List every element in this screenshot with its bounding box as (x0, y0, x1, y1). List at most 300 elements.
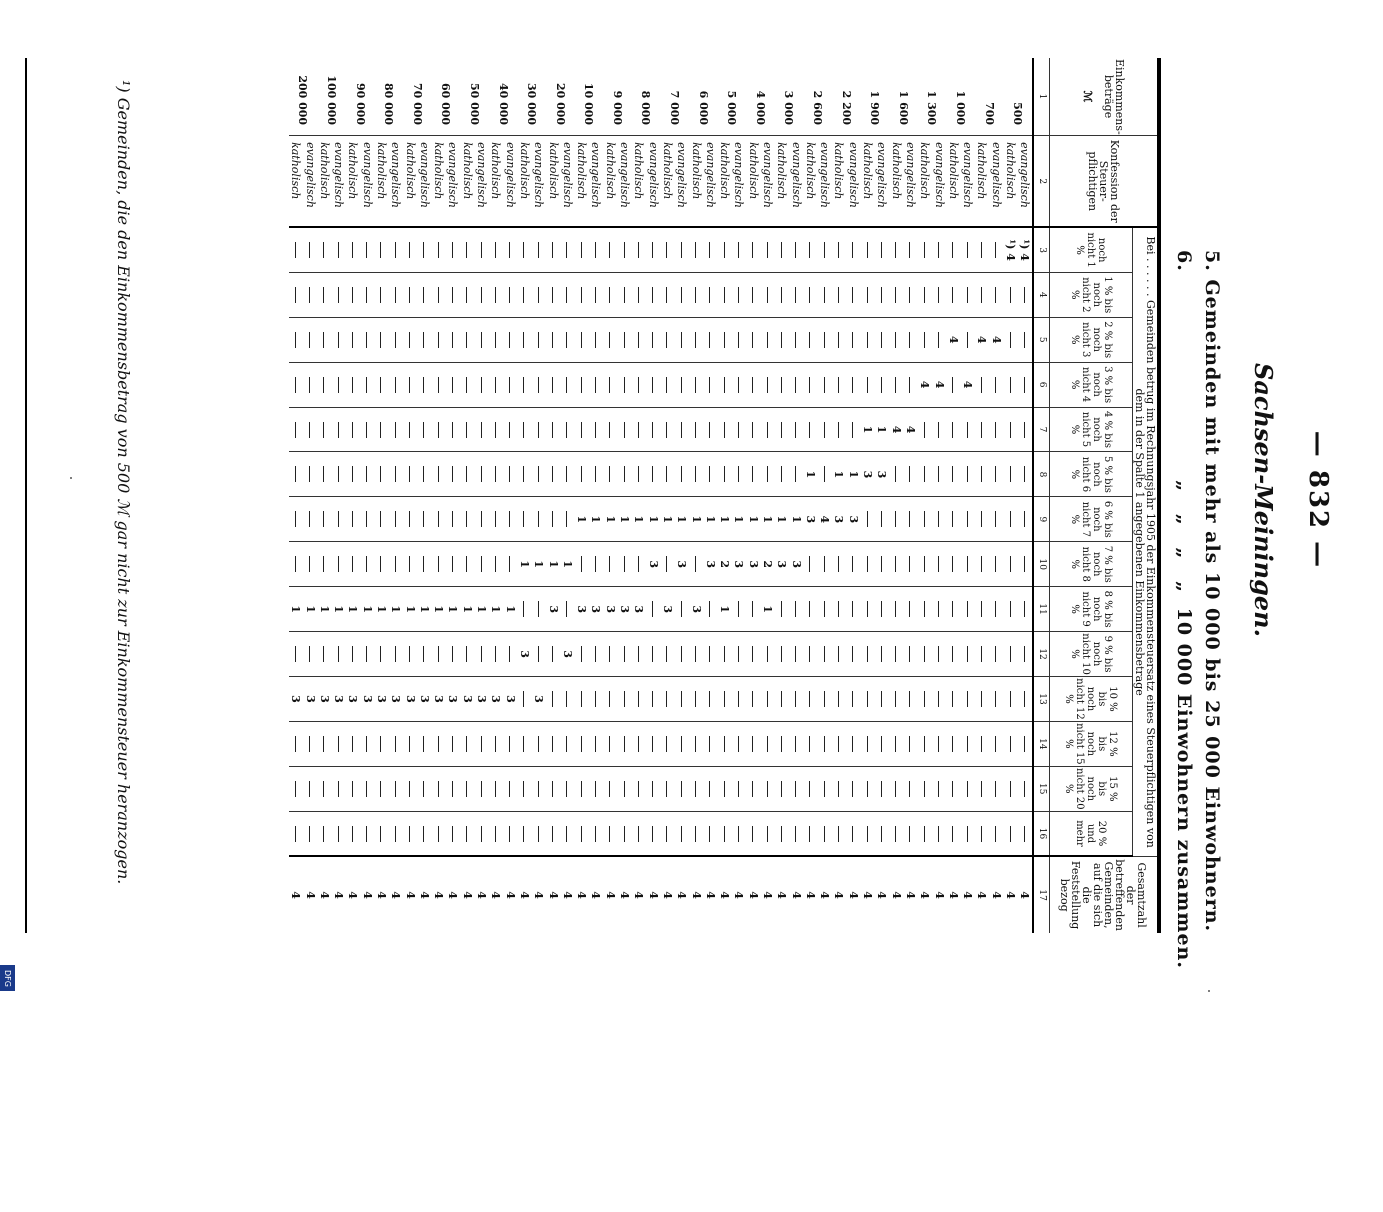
rate-cell (946, 721, 960, 766)
rate-cell (331, 542, 345, 587)
rate-cell (846, 721, 860, 766)
empty-dash (1024, 556, 1025, 572)
empty-dash (366, 826, 367, 842)
empty-dash (566, 601, 567, 617)
rate-cell (575, 362, 589, 407)
empty-dash (652, 242, 653, 258)
rate-cell (961, 227, 975, 272)
empty-dash (423, 466, 424, 482)
rate-cell (417, 542, 431, 587)
empty-dash (938, 736, 939, 752)
empty-dash (695, 466, 696, 482)
empty-dash (952, 736, 953, 752)
empty-dash (452, 466, 453, 482)
rate-cell (1018, 272, 1033, 317)
income-amount: 10 000 (575, 58, 604, 136)
rate-cell (560, 272, 574, 317)
empty-dash (352, 242, 353, 258)
empty-dash (624, 691, 625, 707)
empty-dash (952, 556, 953, 572)
rate-cell (374, 766, 388, 811)
total-cell: 4 (503, 891, 517, 899)
empty-dash (581, 422, 582, 438)
rate-cell (932, 632, 946, 677)
table-row (432, 58, 446, 933)
rate-cell (360, 317, 374, 362)
empty-dash (838, 422, 839, 438)
rate-cell (1018, 452, 1033, 497)
confession-cell: katholisch (460, 136, 474, 228)
rate-cell (818, 272, 832, 317)
empty-dash (595, 242, 596, 258)
rate-cell (775, 452, 789, 497)
empty-dash (938, 556, 939, 572)
rate-cell (303, 811, 317, 856)
empty-dash (938, 466, 939, 482)
empty-dash (867, 781, 868, 797)
rate-cell (975, 452, 989, 497)
empty-dash (909, 826, 910, 842)
rate-cell (717, 766, 731, 811)
rate-cell (703, 587, 717, 632)
rate-cell (746, 721, 760, 766)
empty-dash (824, 646, 825, 662)
rate-cell: 3 (532, 677, 546, 722)
empty-dash (652, 646, 653, 662)
rate-cell (961, 407, 975, 452)
empty-dash (509, 287, 510, 303)
empty-dash (824, 601, 825, 617)
rate-cell (446, 721, 460, 766)
empty-dash (423, 377, 424, 393)
rate-cell (846, 811, 860, 856)
table-row (646, 58, 660, 933)
empty-dash (552, 287, 553, 303)
table-row (889, 58, 903, 933)
empty-dash (409, 736, 410, 752)
empty-dash (466, 826, 467, 842)
empty-dash (681, 422, 682, 438)
total-cell: 4 (317, 891, 331, 899)
rate-cell (360, 407, 374, 452)
table-row (703, 58, 717, 933)
table-row (503, 58, 517, 933)
empty-dash (838, 332, 839, 348)
rate-cell (975, 272, 989, 317)
empty-dash (724, 691, 725, 707)
rate-cell (703, 632, 717, 677)
rate-cell (746, 587, 760, 632)
empty-dash (323, 781, 324, 797)
rate-cell (603, 632, 617, 677)
rate-cell: 1 (617, 497, 631, 542)
rate-cell: 1 (789, 497, 803, 542)
income-amount: 70 000 (403, 58, 432, 136)
empty-dash (452, 422, 453, 438)
empty-dash (652, 287, 653, 303)
rate-cell (560, 587, 574, 632)
rate-cell (675, 811, 689, 856)
rate-cell: 4 (903, 407, 917, 452)
table-row (975, 58, 989, 933)
empty-dash (924, 646, 925, 662)
empty-dash (581, 287, 582, 303)
rate-cell (489, 227, 503, 272)
statistics-table (25, 58, 1161, 933)
empty-dash (466, 511, 467, 527)
rate-cell (532, 452, 546, 497)
rate-cell: 1 (632, 497, 646, 542)
empty-dash (523, 242, 524, 258)
rate-cell (1003, 721, 1017, 766)
empty-dash (452, 242, 453, 258)
empty-dash (952, 242, 953, 258)
empty-dash (666, 332, 667, 348)
empty-dash (381, 511, 382, 527)
rate-cell (746, 317, 760, 362)
rate-cell (546, 227, 560, 272)
empty-dash (624, 422, 625, 438)
header-row-top (1133, 58, 1158, 933)
rate-cell (832, 362, 846, 407)
rate-cell (589, 362, 603, 407)
empty-dash (909, 466, 910, 482)
rate-cell (889, 811, 903, 856)
confession-cell: evangelisch (560, 136, 574, 228)
rate-cell (789, 227, 803, 272)
income-amount: 60 000 (432, 58, 461, 136)
rate-cell (460, 407, 474, 452)
rate-cell (803, 317, 817, 362)
empty-dash (452, 556, 453, 572)
rate-cell: 1 (303, 587, 317, 632)
rate-cell (374, 497, 388, 542)
rate-cell (946, 811, 960, 856)
empty-dash (709, 466, 710, 482)
rate-cell (760, 272, 774, 317)
rate-cell: 3 (775, 542, 789, 587)
income-amount: 1 900 (860, 58, 889, 136)
rate-cell (289, 632, 303, 677)
rate-cell (1018, 766, 1033, 811)
ditto-mark: „ (1173, 480, 1195, 493)
empty-dash (381, 466, 382, 482)
rate-cell (989, 677, 1003, 722)
empty-dash (938, 242, 939, 258)
rate-cell (903, 542, 917, 587)
rate-cell (532, 407, 546, 452)
empty-dash (638, 826, 639, 842)
empty-dash (967, 826, 968, 842)
empty-dash (452, 781, 453, 797)
rate-cell (389, 811, 403, 856)
empty-dash (952, 377, 953, 393)
empty-dash (566, 691, 567, 707)
empty-dash (681, 646, 682, 662)
rate-cell (360, 497, 374, 542)
total-cell: 4 (832, 891, 846, 899)
empty-dash (452, 287, 453, 303)
empty-dash (767, 287, 768, 303)
empty-dash (967, 601, 968, 617)
rate-cell (460, 811, 474, 856)
rate-cell: 1 (803, 452, 817, 497)
rate-cell: ¹) 4 (1003, 227, 1017, 272)
rate-cell (918, 317, 932, 362)
rate-cell (632, 542, 646, 587)
empty-dash (323, 511, 324, 527)
rate-cell (603, 407, 617, 452)
empty-dash (438, 556, 439, 572)
rate-cell (961, 452, 975, 497)
empty-dash (309, 646, 310, 662)
rate-cell: 1 (432, 587, 446, 632)
rate-cell: 1 (775, 497, 789, 542)
empty-dash (995, 466, 996, 482)
rate-cell (589, 272, 603, 317)
total-cell: 4 (375, 891, 388, 899)
rate-cell (903, 272, 917, 317)
rate-cell (989, 766, 1003, 811)
confession-cell: evangelisch (818, 136, 832, 228)
rate-cell: 3 (317, 677, 331, 722)
empty-dash (481, 511, 482, 527)
empty-dash (895, 242, 896, 258)
rate-cell (374, 362, 388, 407)
rate-cell (732, 227, 746, 272)
rate-cell: 3 (546, 587, 560, 632)
empty-dash (538, 422, 539, 438)
empty-dash (895, 556, 896, 572)
empty-dash (895, 287, 896, 303)
rate-cell (417, 272, 431, 317)
empty-dash (709, 287, 710, 303)
empty-dash (724, 826, 725, 842)
confession-cell: katholisch (489, 136, 503, 228)
income-amount: 50 000 (460, 58, 489, 136)
empty-dash (1024, 422, 1025, 438)
empty-dash (824, 781, 825, 797)
rate-cell (489, 542, 503, 587)
empty-dash (695, 242, 696, 258)
empty-dash (538, 242, 539, 258)
rate-cell (389, 721, 403, 766)
empty-dash (466, 242, 467, 258)
empty-dash (881, 242, 882, 258)
empty-dash (395, 826, 396, 842)
rate-cell (1003, 766, 1017, 811)
rate-cell (889, 362, 903, 407)
empty-dash (409, 422, 410, 438)
rate-cell (946, 542, 960, 587)
header-rate-col: 1 % bis noch nicht 2 % (1050, 272, 1133, 317)
column-number: 16 (1033, 811, 1050, 856)
rate-cell (903, 677, 917, 722)
rate-cell: 1 (832, 452, 846, 497)
empty-dash (552, 377, 553, 393)
rate-cell (446, 632, 460, 677)
rate-cell (689, 407, 703, 452)
rate-cell (675, 227, 689, 272)
rate-cell (360, 542, 374, 587)
empty-dash (309, 242, 310, 258)
rate-cell (546, 677, 560, 722)
rate-cell (317, 407, 331, 452)
empty-dash (695, 826, 696, 842)
rate-cell (889, 542, 903, 587)
empty-dash (438, 736, 439, 752)
rate-cell (560, 452, 574, 497)
empty-dash (423, 511, 424, 527)
rate-cell (389, 497, 403, 542)
empty-dash (595, 332, 596, 348)
income-amount: 200 000 (289, 58, 318, 136)
total-cell: 4 (332, 891, 346, 899)
rate-cell (417, 227, 431, 272)
income-amount: 5 000 (717, 58, 746, 136)
rate-cell (918, 227, 932, 272)
empty-dash (724, 466, 725, 482)
rate-cell (360, 362, 374, 407)
confession-cell: katholisch (546, 136, 560, 228)
empty-dash (881, 511, 882, 527)
empty-dash (338, 287, 339, 303)
rate-cell (946, 587, 960, 632)
rate-cell: 3 (460, 677, 474, 722)
empty-dash (695, 691, 696, 707)
column-number: 2 (1033, 136, 1050, 228)
rate-cell (675, 362, 689, 407)
rate-cell (746, 632, 760, 677)
rate-cell (932, 542, 946, 587)
empty-dash (709, 781, 710, 797)
rate-cell (460, 362, 474, 407)
empty-dash (852, 422, 853, 438)
empty-dash (609, 377, 610, 393)
total-cell: 4 (389, 891, 403, 899)
empty-dash (438, 646, 439, 662)
rate-cell (546, 766, 560, 811)
rate-cell (317, 362, 331, 407)
empty-dash (352, 287, 353, 303)
empty-dash (824, 691, 825, 707)
empty-dash (909, 736, 910, 752)
rate-cell (432, 227, 446, 272)
rate-cell: 4 (975, 317, 989, 362)
confession-cell: katholisch (946, 136, 960, 228)
confession-cell: evangelisch (932, 136, 946, 228)
empty-dash (795, 377, 796, 393)
rate-cell (775, 721, 789, 766)
rate-cell (875, 766, 889, 811)
rate-cell (775, 272, 789, 317)
empty-dash (366, 736, 367, 752)
rate-cell (675, 721, 689, 766)
empty-dash (352, 826, 353, 842)
rate-cell (403, 811, 417, 856)
rate-cell (832, 317, 846, 362)
empty-dash (767, 242, 768, 258)
total-cell: 4 (618, 891, 632, 899)
empty-dash (466, 287, 467, 303)
rate-cell (617, 677, 631, 722)
rate-cell (632, 407, 646, 452)
rate-cell (1003, 632, 1017, 677)
rate-cell: 4 (932, 362, 946, 407)
empty-dash (1010, 287, 1011, 303)
rate-cell (1003, 587, 1017, 632)
rate-cell (503, 542, 517, 587)
empty-dash (695, 332, 696, 348)
empty-dash (295, 242, 296, 258)
table-row (775, 58, 789, 933)
empty-dash (809, 826, 810, 842)
empty-dash (1010, 601, 1011, 617)
total-cell: 4 (861, 891, 875, 899)
rate-cell (846, 677, 860, 722)
empty-dash (852, 691, 853, 707)
total-cell: 4 (703, 891, 717, 899)
rate-cell: 4 (918, 362, 932, 407)
rate-cell (575, 632, 589, 677)
empty-dash (881, 826, 882, 842)
empty-dash (295, 646, 296, 662)
empty-dash (509, 242, 510, 258)
empty-dash (638, 332, 639, 348)
rate-cell: 4 (989, 317, 1003, 362)
table-row (303, 58, 317, 933)
column-number: 1 (1033, 58, 1050, 136)
empty-dash (309, 332, 310, 348)
rate-cell (660, 721, 674, 766)
rate-cell (489, 497, 503, 542)
empty-dash (909, 781, 910, 797)
rate-cell (889, 452, 903, 497)
rate-cell (975, 677, 989, 722)
empty-dash (695, 287, 696, 303)
empty-dash (352, 556, 353, 572)
rate-cell: 3 (474, 677, 488, 722)
empty-dash (952, 826, 953, 842)
empty-dash (295, 826, 296, 842)
empty-dash (609, 781, 610, 797)
rate-cell (417, 811, 431, 856)
empty-dash (1010, 422, 1011, 438)
dfg-logo (0, 965, 15, 991)
rate-cell: 1 (760, 587, 774, 632)
rate-cell (632, 452, 646, 497)
empty-dash (1024, 691, 1025, 707)
rate-cell (417, 452, 431, 497)
empty-dash (695, 556, 696, 572)
empty-dash (1024, 287, 1025, 303)
empty-dash (295, 466, 296, 482)
empty-dash (824, 287, 825, 303)
empty-dash (809, 691, 810, 707)
empty-dash (938, 332, 939, 348)
rate-cell (603, 227, 617, 272)
empty-dash (538, 287, 539, 303)
empty-dash (1010, 736, 1011, 752)
rate-cell (617, 452, 631, 497)
rate-cell (675, 677, 689, 722)
confession-cell: katholisch (918, 136, 932, 228)
rate-cell (575, 317, 589, 362)
rate-cell (932, 721, 946, 766)
rate-cell: 1 (517, 542, 531, 587)
rate-cell (746, 272, 760, 317)
empty-dash (981, 781, 982, 797)
